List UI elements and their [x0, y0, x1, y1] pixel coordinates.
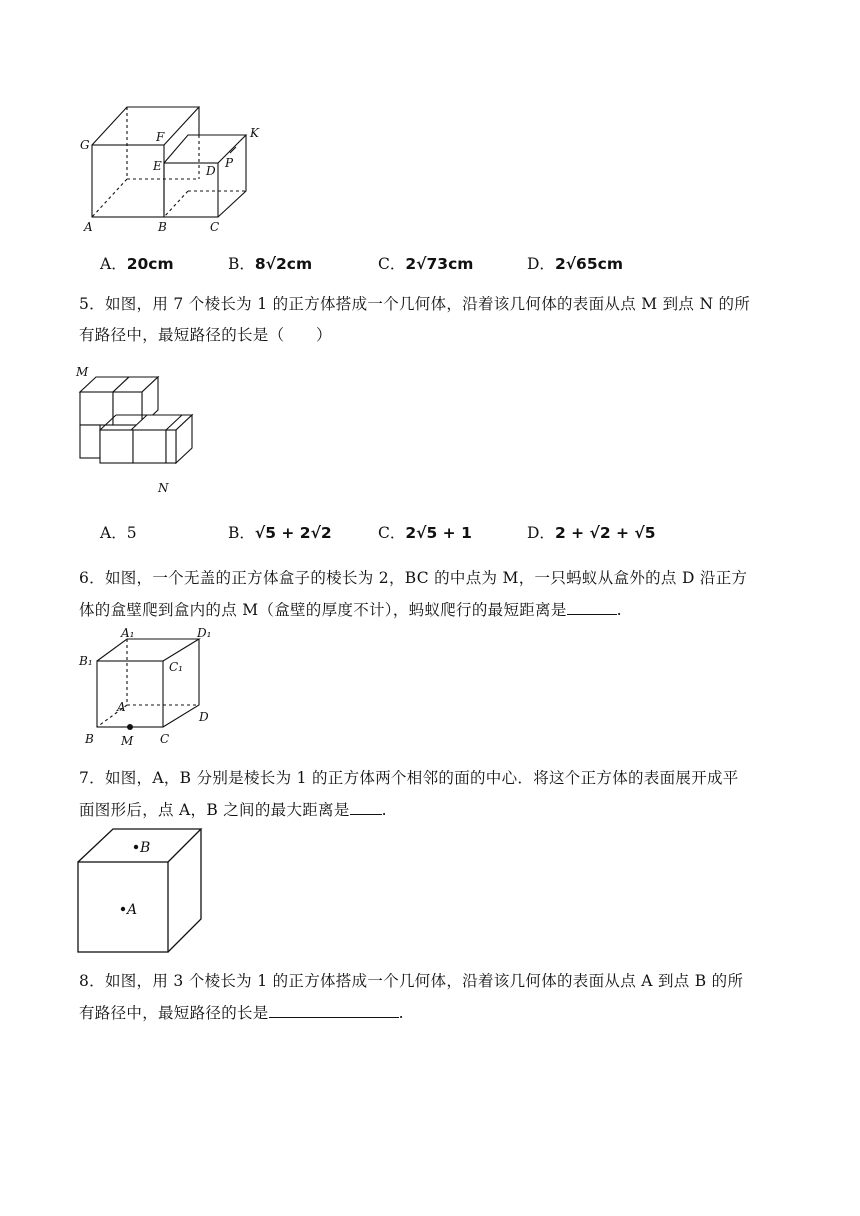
q4-option-b: B．8√2cm: [228, 255, 313, 273]
q4-label-G: G: [80, 138, 90, 152]
q6-text-line1: 6．如图，一个无盖的正方体盒子的棱长为 2，BC 的中点为 M，一只蚂蚁从盒外的点 D 沿正方: [79, 569, 748, 587]
q6-label-D1: D₁: [197, 626, 212, 640]
q4-option-d: D．2√65cm: [527, 255, 623, 273]
q6-point-M: [127, 724, 133, 730]
q7-label-A: A: [127, 902, 138, 918]
q5-text-line2: 有路径中，最短路径的长是（ ）: [79, 326, 332, 344]
q4-label-B: B: [158, 220, 167, 234]
q5-option-d: D．2 + √2 + √5: [527, 524, 656, 542]
q6-label-C: C: [160, 732, 170, 746]
q7-point-A: [121, 907, 125, 911]
q6-label-B: B: [85, 732, 94, 746]
q4-label-F: F: [156, 130, 165, 144]
q6-label-A1: A₁: [121, 626, 135, 640]
q4-option-c: C．2√73cm: [378, 255, 474, 273]
q4-label-K: K: [250, 126, 259, 140]
q5-label-N: N: [158, 481, 169, 495]
q6-label-M: M: [121, 734, 134, 748]
q7-text-line1: 7．如图，A，B 分别是棱长为 1 的正方体两个相邻的面的中心．将这个正方体的表面展开成平: [79, 769, 739, 787]
q5-option-a: A．5: [100, 524, 137, 542]
q4-label-P: P: [225, 156, 234, 170]
q6-label-C1: C₁: [169, 660, 183, 674]
q6-text-line2: 体的盒壁爬到盒内的点 M（盒壁的厚度不计），蚂蚁爬行的最短距离是 .: [79, 598, 622, 621]
q5-option-c: C．2√5 + 1: [378, 524, 472, 542]
q6-answer-blank[interactable]: [567, 598, 617, 615]
q6-label-D: D: [199, 710, 209, 724]
q7-label-B: B: [140, 840, 151, 856]
q6-label-A: A: [117, 700, 126, 714]
q5-figure-seven-cubes: [72, 362, 202, 502]
q8-text-line2: 有路径中，最短路径的长是 .: [79, 1001, 404, 1024]
q8-text-line1: 8．如图，用 3 个棱长为 1 的正方体搭成一个几何体，沿着该几何体的表面从点 A 到点 B 的所: [79, 972, 744, 990]
q5-label-M: M: [76, 365, 89, 379]
q8-answer-blank[interactable]: [269, 1001, 399, 1018]
q5-option-b: B．√5 + 2√2: [228, 524, 332, 542]
q7-point-B: [134, 845, 138, 849]
q7-figure-cube: [76, 827, 206, 957]
q6-figure-open-box: [75, 625, 235, 750]
q4-label-C: C: [210, 220, 220, 234]
q6-label-B1: B₁: [79, 654, 93, 668]
q7-answer-blank[interactable]: [350, 798, 382, 815]
q7-text-line2: 面图形后，点 A，B 之间的最大距离是 .: [79, 798, 387, 821]
q4-label-D: D: [206, 164, 216, 178]
q4-label-E: E: [153, 159, 162, 173]
q4-label-A: A: [84, 220, 93, 234]
q4-option-a: A．20cm: [100, 255, 174, 273]
q4-figure-two-cubes: [70, 95, 270, 235]
q5-text-line1: 5．如图，用 7 个棱长为 1 的正方体搭成一个几何体，沿着该几何体的表面从点 M 到点 N 的所: [79, 295, 751, 313]
